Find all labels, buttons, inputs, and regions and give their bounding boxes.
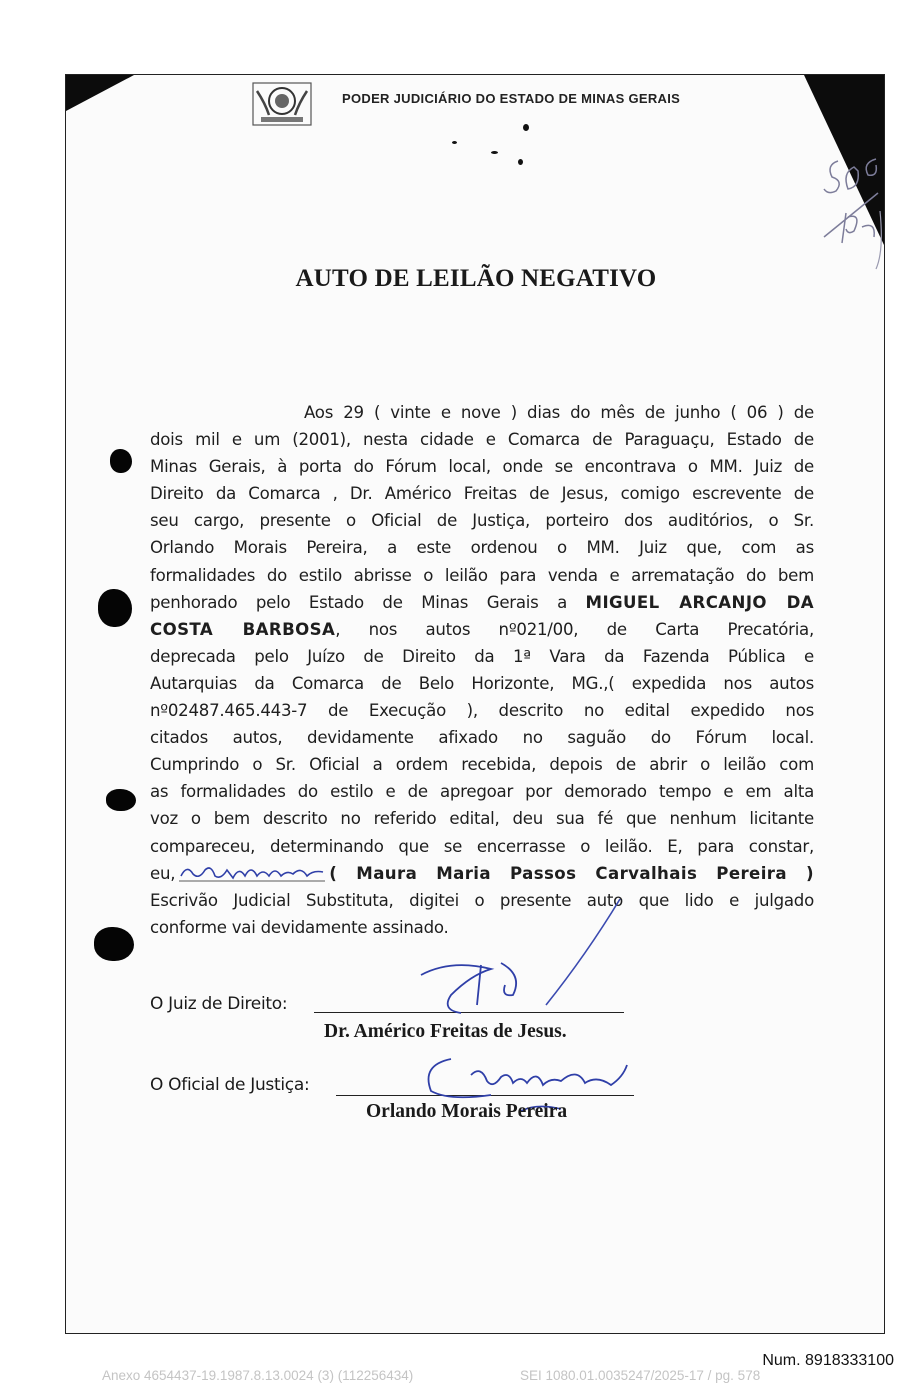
body-line: Minas Gerais, à porta do Fórum local, onde se encontrava o MM. Juiz de xyxy=(150,457,814,477)
punch-hole-mark xyxy=(98,589,132,627)
scan-shadow-left xyxy=(66,75,134,111)
punch-hole-mark xyxy=(106,789,136,811)
footer-annex xyxy=(102,1368,782,1383)
body-line: formalidades do estilo abrisse o leilão para venda e arrematação do bem xyxy=(150,565,814,585)
body-line: eu, ( Maura Maria Passos Carvalhais Pereira ) xyxy=(150,863,814,883)
body-line: Direito da Comarca , Dr. Américo Freitas de Jesus, comigo escrevente de xyxy=(150,484,814,504)
judge-signature-icon xyxy=(401,955,541,1025)
body-line: deprecada pelo Juízo de Direito da 1ª Vara da Fazenda Pública e xyxy=(150,646,814,666)
clerk-name: ( Maura Maria Passos Carvalhais Pereira ) xyxy=(329,863,814,883)
body-line: conforme vai devidamente assinado. xyxy=(150,917,449,937)
handwritten-page-number-icon xyxy=(818,151,885,271)
body-line: COSTA BARBOSA, nos autos nº021/00, de Carta Precatória, xyxy=(150,619,814,639)
officer-signature-icon xyxy=(401,1055,641,1135)
body-line: Escrivão Judicial Substituta, digitei o presente auto que lido e julgado xyxy=(150,890,814,910)
body-line: seu cargo, presente o Oficial de Justiça, porteiro dos auditórios, o Sr. xyxy=(150,511,814,531)
clerk-signature-icon xyxy=(177,862,327,882)
court-header: PODER JUDICIÁRIO DO ESTADO DE MINAS GERAIS xyxy=(342,91,681,106)
judge-label: O Juiz de Direito: xyxy=(150,994,288,1014)
coat-of-arms-seal-icon xyxy=(251,81,313,127)
body-line: voz o bem descrito no referido edital, deu sua fé que nenhum licitante xyxy=(150,809,814,829)
annex-id: Anexo 4654437-19.1987.8.13.0024 (3) (112256434) xyxy=(102,1368,414,1383)
document-title: AUTO DE LEILÃO NEGATIVO xyxy=(295,265,657,292)
punch-hole-mark xyxy=(110,449,132,473)
body-line: nº02487.465.443-7 de Execução ), descrito no edital expedido nos xyxy=(150,701,814,721)
scanned-document xyxy=(65,74,885,1334)
body-line: Orlando Morais Pereira, a este ordenou o MM. Juiz que, com as xyxy=(150,538,814,558)
debtor-name: COSTA BARBOSA xyxy=(150,619,336,639)
officer-name: Orlando Morais Pereira xyxy=(366,1101,568,1122)
document-body xyxy=(150,399,814,941)
judge-name: Dr. Américo Freitas de Jesus. xyxy=(324,1021,567,1042)
sei-id: SEI 1080.01.0035247/2025-17 / pg. 578 xyxy=(520,1368,761,1383)
body-line: penhorado pelo Estado de Minas Gerais a MIGUEL ARCANJO DA xyxy=(150,592,815,612)
body-line: Cumprindo o Sr. Oficial a ordem recebida, depois de abrir o leilão com xyxy=(150,755,814,775)
body-line: Autarquias da Comarca de Belo Horizonte, MG.,( expedida nos autos xyxy=(150,673,814,693)
body-line: as formalidades do estilo e de apregoar por demorado tempo e em alta xyxy=(150,782,814,802)
body-line: citados autos, devidamente afixado no saguão do Fórum local. xyxy=(150,728,814,748)
debtor-name: MIGUEL ARCANJO DA xyxy=(585,592,815,612)
body-line: Aos 29 ( vinte e nove ) dias do mês de junho ( 06 ) de xyxy=(304,403,814,422)
document-number: Num. 8918333100 xyxy=(762,1352,894,1369)
body-line: dois mil e um (2001), nesta cidade e Comarca de Paraguaçu, Estado de xyxy=(150,430,814,450)
officer-label: O Oficial de Justiça: xyxy=(150,1075,310,1095)
punch-hole-mark xyxy=(94,927,134,961)
body-line: compareceu, determinando que se encerrasse o leilão. E, para constar, xyxy=(150,836,814,856)
